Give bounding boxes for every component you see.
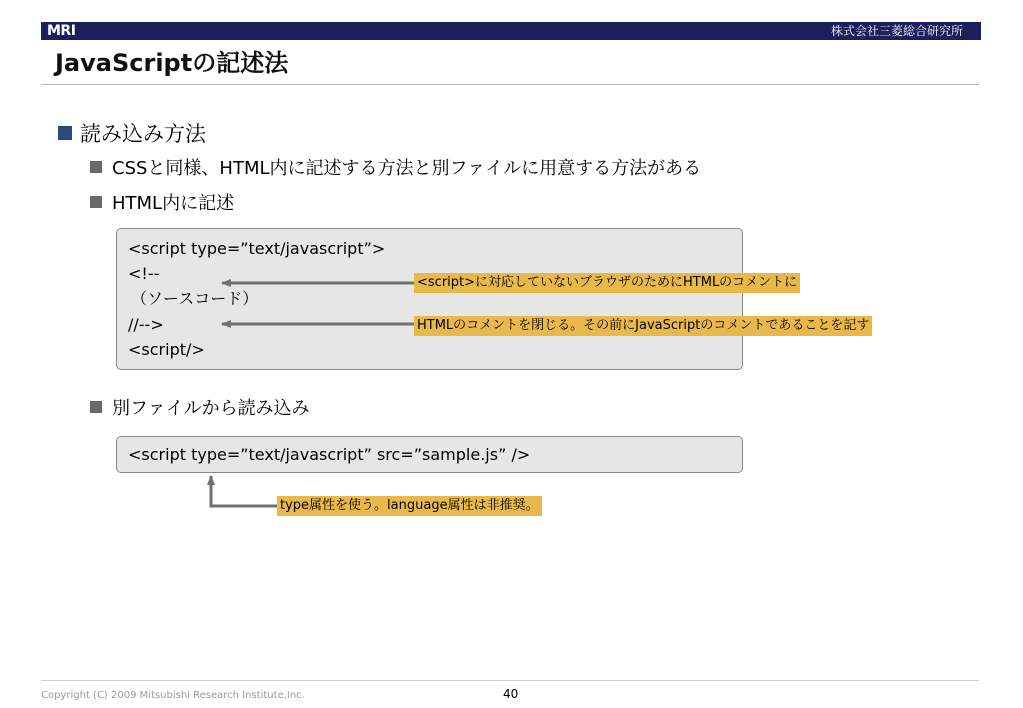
note-type-attribute: type属性を使う。language属性は非推奨。 [277, 496, 542, 516]
code-line: <!-- [128, 264, 160, 283]
footer-divider [41, 680, 979, 681]
note-comment-close: HTMLのコメントを閉じる。その前にJavaScriptのコメントであることを記す [414, 316, 872, 336]
page-number: 40 [503, 687, 519, 701]
bullet-text: 別ファイルから読み込み [112, 398, 310, 419]
copyright-text: Copyright (C) 2009 Mitsubishi Research Institute,Inc. [41, 690, 305, 701]
company-name: 株式会社三菱総合研究所 [830, 24, 963, 38]
arrow-type-attribute [211, 476, 277, 506]
company-logo: MRI [47, 23, 76, 39]
section-heading-text: 読み込み方法 [80, 122, 206, 146]
bullet-text: CSSと同様、HTML内に記述する方法と別ファイルに用意する方法がある [112, 158, 702, 179]
bullet-text: HTML内に記述 [112, 193, 235, 214]
slide-title: JavaScriptの記述法 [55, 49, 289, 77]
code-line: <script/> [128, 340, 205, 359]
note-comment-open: <script>に対応していないブラウザのためにHTMLのコメントに [414, 273, 800, 293]
code-line: <script type=”text/javascript”> [128, 239, 386, 258]
code-line: <script type=”text/javascript” src=”sample.js” /> [128, 445, 531, 464]
code-line: （ソースコード） [131, 289, 259, 308]
code-line: //--> [128, 315, 164, 334]
